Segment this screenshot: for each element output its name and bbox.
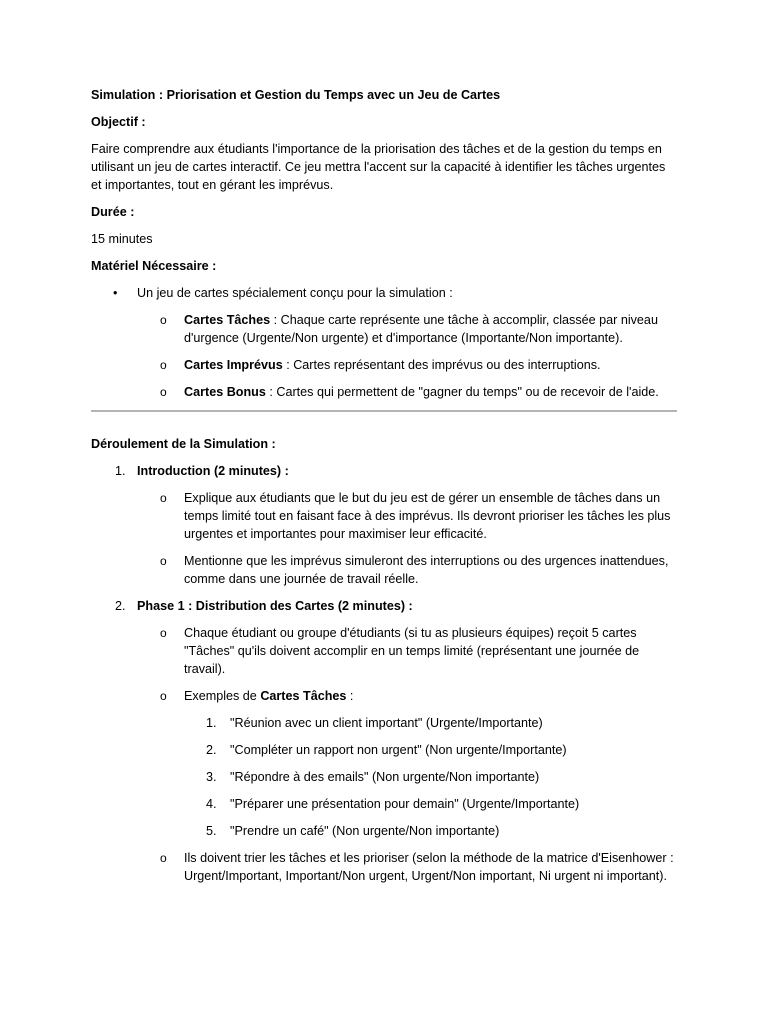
card-type-label: Cartes Bonus: [184, 385, 266, 399]
example-task-item: [91, 768, 677, 786]
step-item: [91, 462, 677, 480]
step-sub-item: [91, 687, 677, 705]
example-task-item: [91, 714, 677, 732]
card-type-description: : Cartes représentant des imprévus ou des interruptions.: [282, 358, 601, 372]
materiel-sub-item: [91, 356, 677, 374]
card-type-label: Cartes Imprévus: [184, 358, 283, 372]
sub-bullet-marker: o: [160, 689, 167, 703]
duree-heading: Durée :: [91, 205, 135, 219]
card-type-label: Cartes Tâches: [184, 313, 271, 327]
document-body: [91, 86, 677, 894]
materiel-bullet-item: [91, 284, 677, 302]
deroulement-heading: Déroulement de la Simulation :: [91, 437, 276, 451]
sub-bullet-marker: o: [160, 626, 167, 640]
example-text: "Réunion avec un client important" (Urgente/Importante): [230, 716, 543, 730]
step-sub-text: Ils doivent trier les tâches et les prioriser (selon la méthode de la matrice d'Eisenhower : Urgent/Important, Important/Non urgent, Urgent/Non important, Ni urgent ni important).: [184, 851, 674, 883]
sub-bullet-marker: o: [160, 385, 167, 399]
exemples-suffix: :: [346, 689, 354, 703]
example-number: 5.: [206, 824, 217, 838]
sub-bullet-marker: o: [160, 851, 167, 865]
step-sub-text: Chaque étudiant ou groupe d'étudiants (si tu as plusieurs équipes) reçoit 5 cartes "Tâches" qu'ils doivent accomplir en un temps limité (représentant une journée de travail).: [184, 626, 640, 676]
example-number: 4.: [206, 797, 217, 811]
horizontal-divider: [91, 410, 677, 412]
materiel-sub-item: [91, 311, 677, 347]
example-text: "Préparer une présentation pour demain" (Urgente/Importante): [230, 797, 580, 811]
step-sub-text: Mentionne que les imprévus simuleront des interruptions ou des urgences inattendues, comme dans une journée de travail réelle.: [184, 554, 669, 586]
card-type-description: : Cartes qui permettent de "gagner du temps" ou de recevoir de l'aide.: [265, 385, 659, 399]
step-sub-item: [91, 849, 677, 885]
step-sub-item: [91, 552, 677, 588]
example-number: 3.: [206, 770, 217, 784]
step-item: [91, 597, 677, 615]
materiel-item-text: Un jeu de cartes spécialement conçu pour la simulation :: [137, 286, 453, 300]
example-number: 1.: [206, 716, 217, 730]
materiel-sub-item: [91, 383, 677, 401]
example-task-item: [91, 822, 677, 840]
card-type-description: : Chaque carte représente une tâche à accomplir, classée par niveau d'urgence (Urgente/Non urgente) et d'importance (Importante/Non importante).: [184, 313, 658, 345]
objectif-text: Faire comprendre aux étudiants l'importance de la priorisation des tâches et de la gestion du temps en utilisant un jeu de cartes interactif. Ce jeu mettra l'accent sur la capacité à identifier les tâches urgentes et importantes, tout en gérant les imprévus.: [91, 142, 666, 192]
step-sub-item: [91, 624, 677, 678]
sub-bullet-marker: o: [160, 358, 167, 372]
step-title: Phase 1 : Distribution des Cartes (2 minutes) :: [137, 599, 413, 613]
materiel-heading: Matériel Nécessaire :: [91, 259, 217, 273]
sub-bullet-marker: o: [160, 313, 167, 327]
example-task-item: [91, 795, 677, 813]
exemples-prefix: Exemples de: [184, 689, 261, 703]
document-title: Simulation : Priorisation et Gestion du Temps avec un Jeu de Cartes: [91, 88, 501, 102]
step-number: 2.: [115, 599, 126, 613]
step-sub-text: Explique aux étudiants que le but du jeu est de gérer un ensemble de tâches dans un temps limité tout en faisant face à des imprévus. Ils devront prioriser les tâches les plus urgentes et importantes pour maximiser leur efficacité.: [184, 491, 671, 541]
exemples-bold: Cartes Tâches: [260, 689, 347, 703]
step-number: 1.: [115, 464, 126, 478]
sub-bullet-marker: o: [160, 491, 167, 505]
bullet-marker: •: [113, 286, 118, 300]
objectif-heading: Objectif :: [91, 115, 146, 129]
step-sub-item: [91, 489, 677, 543]
example-text: "Prendre un café" (Non urgente/Non importante): [230, 824, 500, 838]
sub-bullet-marker: o: [160, 554, 167, 568]
example-text: "Répondre à des emails" (Non urgente/Non importante): [230, 770, 540, 784]
step-title: Introduction (2 minutes) :: [137, 464, 289, 478]
example-text: "Compléter un rapport non urgent" (Non urgente/Importante): [230, 743, 567, 757]
example-task-item: [91, 741, 677, 759]
duree-text: 15 minutes: [91, 232, 153, 246]
example-number: 2.: [206, 743, 217, 757]
